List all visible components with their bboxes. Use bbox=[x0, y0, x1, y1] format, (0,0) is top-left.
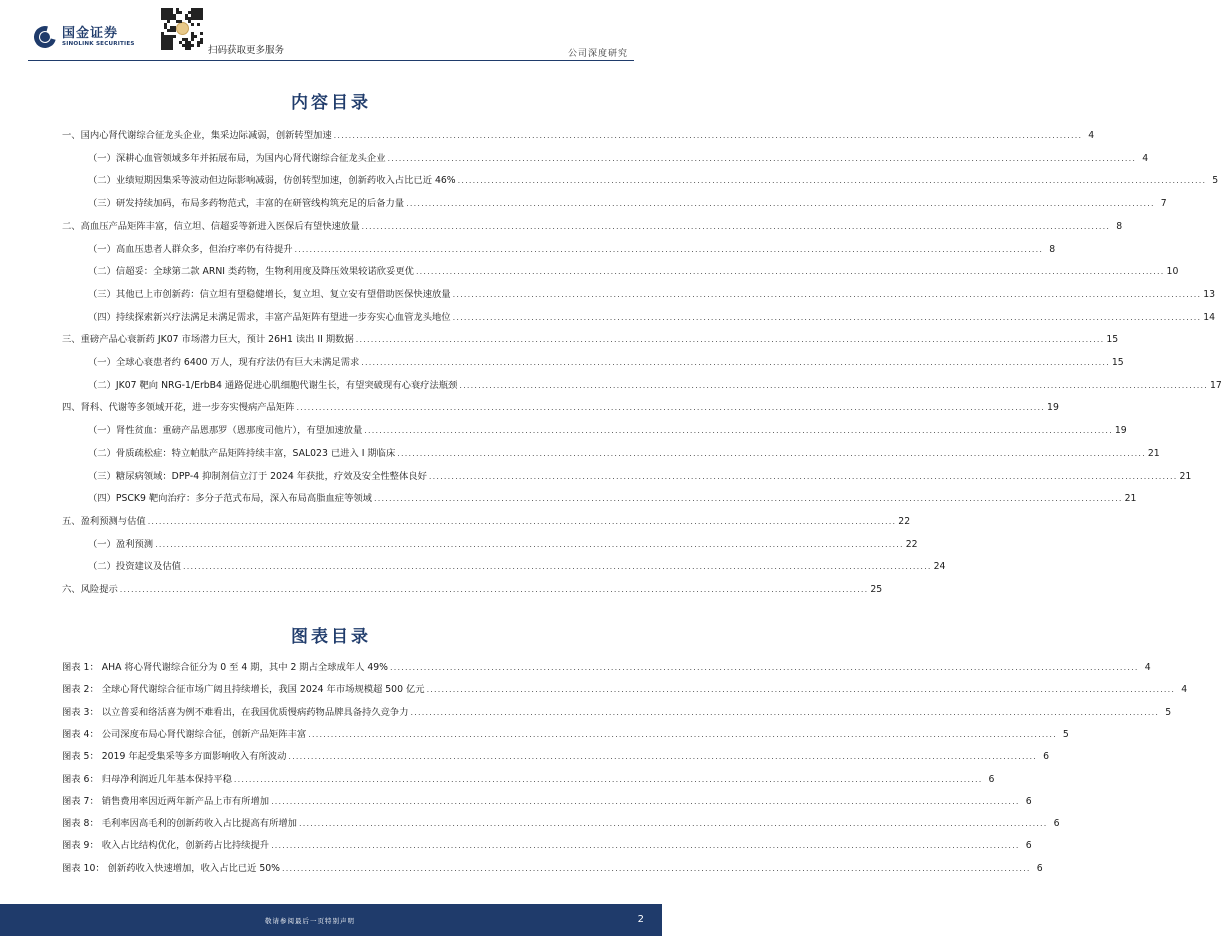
dot-leader: ........................................................................................................................................................................................................ bbox=[373, 494, 1123, 504]
contents-entry[interactable] bbox=[88, 491, 1137, 505]
figure-entry[interactable] bbox=[62, 861, 1043, 875]
entry-title: 图表 8： 毛利率因高毛利的创新药收入占比提高有所增加 bbox=[62, 818, 297, 830]
entry-page-number: 14 bbox=[1203, 311, 1216, 323]
contents-title: 内容目录 bbox=[291, 93, 371, 113]
contents-entry[interactable] bbox=[88, 196, 1167, 210]
entry-page-number: 6 bbox=[988, 773, 995, 785]
figure-entry[interactable] bbox=[62, 838, 1032, 852]
figure-entry[interactable] bbox=[62, 816, 1060, 830]
qr-caption: 扫码获取更多服务 bbox=[208, 45, 285, 56]
entry-title: 二、高血压产品矩阵丰富，信立坦、信超妥等新进入医保后有望快速放量 bbox=[62, 220, 360, 232]
dot-leader: ........................................................................................................................................................................................................ bbox=[288, 752, 1037, 762]
entry-page-number: 8 bbox=[1116, 220, 1123, 232]
qr-code-icon[interactable] bbox=[160, 6, 204, 52]
document-type: 公司深度研究 bbox=[567, 49, 628, 59]
contents-entry[interactable] bbox=[88, 242, 1056, 256]
entry-title: （四）持续探索新兴疗法满足未满足需求，丰富产品矩阵有望进一步夯实心血管龙头地位 bbox=[88, 311, 451, 323]
contents-entry[interactable] bbox=[62, 332, 1119, 346]
contents-entry[interactable] bbox=[88, 287, 1216, 301]
entry-page-number: 5 bbox=[1212, 175, 1219, 187]
entry-page-number: 19 bbox=[1047, 402, 1059, 414]
entry-title: 五、盈利预测与估值 bbox=[62, 515, 146, 527]
entry-title: 六、风险提示 bbox=[62, 584, 118, 595]
entry-page-number: 22 bbox=[898, 515, 911, 527]
contents-entry[interactable] bbox=[62, 128, 1095, 142]
header-divider bbox=[28, 60, 634, 61]
figure-entry[interactable] bbox=[62, 749, 1049, 763]
entry-title: 图表 10： 创新药收入快速增加，收入占比已近 50% bbox=[62, 862, 281, 874]
dot-leader: ........................................................................................................................................................................................................ bbox=[452, 312, 1202, 322]
entry-title: 图表 7： 销售费用率因近两年新产品上市有所增加 bbox=[62, 795, 270, 807]
entry-page-number: 15 bbox=[1106, 334, 1119, 346]
page-header bbox=[0, 0, 662, 62]
dot-leader: ........................................................................................................................................................................................................ bbox=[233, 774, 983, 784]
contents-entry[interactable] bbox=[88, 469, 1192, 483]
entry-title: （三）糖尿病领域：DPP-4 抑制剂信立汀于 2024 年获批，疗效及安全性整体良好 bbox=[88, 470, 427, 482]
entry-title: （二）投资建议及估值 bbox=[88, 561, 181, 573]
dot-leader: ........................................................................................................................................................................................................ bbox=[387, 153, 1137, 163]
entry-title: 图表 4： 公司深度布局心肾代谢综合征，创新产品矩阵丰富 bbox=[62, 728, 307, 740]
entry-page-number: 10 bbox=[1166, 266, 1179, 278]
entry-page-number: 4 bbox=[1088, 130, 1095, 141]
entry-page-number: 25 bbox=[870, 584, 883, 595]
entry-title: 图表 9： 收入占比结构优化，创新药占比持续提升 bbox=[62, 840, 270, 852]
entry-title: 四、肾科、代谢等多领域开花，进一步夯实慢病产品矩阵 bbox=[62, 402, 295, 414]
figures-title: 图表目录 bbox=[291, 627, 371, 647]
entry-title: （二）JK07 靶向 NRG-1/ErbB4 通路促进心肌细胞代谢生长，有望突破现有心衰疗法瓶颈 bbox=[88, 379, 458, 391]
entry-title: （四）PSCK9 靶向治疗：多分子范式布局，深入布局高脂血症等领域 bbox=[88, 493, 372, 505]
entry-title: （三）其他已上市创新药：信立坦有望稳健增长，复立坦、复立安有望借助医保快速放量 bbox=[88, 288, 451, 300]
entry-page-number: 6 bbox=[1053, 818, 1060, 830]
dot-leader: ........................................................................................................................................................................................................ bbox=[271, 841, 1020, 851]
dot-leader: ........................................................................................................................................................................................................ bbox=[459, 380, 1208, 390]
entry-page-number: 7 bbox=[1160, 198, 1167, 210]
entry-page-number: 6 bbox=[1025, 795, 1032, 807]
dot-leader: ........................................................................................................................................................................................................ bbox=[361, 358, 1110, 367]
entry-page-number: 22 bbox=[905, 538, 918, 550]
dot-leader: ........................................................................................................................................................................................................ bbox=[355, 335, 1105, 345]
contents-entry[interactable] bbox=[88, 173, 1219, 187]
entry-title: 图表 3： 以立普妥和络活喜为例不难看出，在我国优质慢病药物品牌具备持久竞争力 bbox=[62, 706, 409, 718]
contents-entry[interactable] bbox=[88, 423, 1127, 437]
entry-title: 三、重磅产品心衰新药 JK07 市场潜力巨大，预计 26H1 读出 II 期数据 bbox=[62, 334, 354, 346]
contents-entry[interactable] bbox=[62, 219, 1123, 233]
figure-entry[interactable] bbox=[62, 682, 1188, 696]
dot-leader: ........................................................................................................................................................................................................ bbox=[426, 685, 1176, 695]
dot-leader: ........................................................................................................................................................................................................ bbox=[390, 663, 1139, 672]
figure-entry[interactable] bbox=[62, 705, 1172, 719]
contents-entry[interactable] bbox=[88, 264, 1179, 278]
footer-notice[interactable]: 敬请参阅最后一页特别声明 bbox=[265, 917, 355, 925]
figure-entry[interactable] bbox=[62, 660, 1151, 674]
dot-leader: ........................................................................................................................................................................................................ bbox=[397, 448, 1146, 458]
contents-entry[interactable] bbox=[88, 151, 1149, 165]
contents-entry[interactable] bbox=[62, 400, 1059, 414]
dot-leader: ........................................................................................................................................................................................................ bbox=[410, 707, 1160, 717]
entry-page-number: 19 bbox=[1114, 425, 1127, 437]
figure-entry[interactable] bbox=[62, 794, 1032, 808]
entry-title: 图表 1： AHA 将心肾代谢综合征分为 0 至 4 期，其中 2 期占全球成年人 49% bbox=[62, 662, 389, 673]
entry-page-number: 21 bbox=[1124, 493, 1137, 505]
logo-mark-icon bbox=[34, 26, 56, 48]
dot-leader: ........................................................................................................................................................................................................ bbox=[155, 539, 904, 549]
entry-title: 图表 2： 全球心肾代谢综合征市场广阔且持续增长，我国 2024 年市场规模超 500 亿元 bbox=[62, 684, 425, 696]
dot-leader: ........................................................................................................................................................................................................ bbox=[294, 244, 1044, 254]
entry-page-number: 8 bbox=[1049, 243, 1056, 255]
dot-leader: ........................................................................................................................................................................................................ bbox=[308, 729, 1057, 739]
contents-entry[interactable] bbox=[88, 310, 1216, 324]
entry-title: （一）盈利预测 bbox=[88, 538, 154, 550]
contents-entry[interactable] bbox=[88, 378, 1222, 392]
contents-entry[interactable] bbox=[88, 537, 918, 551]
entry-page-number: 6 bbox=[1043, 751, 1049, 763]
logo-name-cn: 国金证券 bbox=[62, 25, 119, 41]
entry-page-number: 21 bbox=[1179, 470, 1192, 482]
contents-entry[interactable] bbox=[62, 582, 883, 596]
entry-page-number: 4 bbox=[1144, 662, 1151, 673]
entry-page-number: 17 bbox=[1209, 379, 1222, 391]
entry-title: （一）高血压患者人群众多，但治疗率仍有待提升 bbox=[88, 243, 293, 255]
logo-name-en: SINOLINK SECURITIES bbox=[62, 40, 135, 47]
dot-leader: ........................................................................................................................................................................................................ bbox=[182, 562, 932, 572]
dot-leader: ........................................................................................................................................................................................................ bbox=[282, 863, 1031, 873]
entry-title: （二）骨质疏松症：特立帕肽产品矩阵持续丰富，SAL023 已进入 I 期临床 bbox=[88, 447, 396, 459]
dot-leader: ........................................................................................................................................................................................................ bbox=[333, 131, 1083, 140]
dot-leader: ........................................................................................................................................................................................................ bbox=[296, 403, 1046, 413]
entry-page-number: 13 bbox=[1203, 288, 1216, 300]
entry-page-number: 4 bbox=[1142, 152, 1149, 164]
entry-title: （一）肾性贫血：重磅产品恩那罗（恩那度司他片），有望加速放量 bbox=[88, 425, 363, 437]
entry-title: （二）信超妥：全球第二款 ARNI 类药物，生物利用度及降压效果较诺欣妥更优 bbox=[88, 266, 414, 278]
dot-leader: ........................................................................................................................................................................................................ bbox=[457, 176, 1207, 186]
dot-leader: ........................................................................................................................................................................................................ bbox=[147, 516, 897, 526]
dot-leader: ........................................................................................................................................................................................................ bbox=[298, 819, 1048, 829]
entry-page-number: 21 bbox=[1147, 447, 1160, 459]
entry-page-number: 5 bbox=[1165, 706, 1172, 718]
page-number: 2 bbox=[637, 914, 644, 925]
figure-entry[interactable] bbox=[62, 772, 995, 786]
dot-leader: ........................................................................................................................................................................................................ bbox=[119, 585, 869, 594]
entry-title: 图表 6： 归母净利润近几年基本保持平稳 bbox=[62, 773, 232, 785]
contents-entry[interactable] bbox=[88, 559, 946, 573]
company-logo bbox=[34, 26, 135, 48]
entry-page-number: 6 bbox=[1036, 862, 1043, 874]
dot-leader: ........................................................................................................................................................................................................ bbox=[406, 199, 1155, 209]
entry-title: （一）深耕心血管领域多年并拓展布局，为国内心肾代谢综合征龙头企业 bbox=[88, 152, 386, 164]
dot-leader: ........................................................................................................................................................................................................ bbox=[415, 267, 1165, 277]
contents-entry[interactable] bbox=[88, 355, 1124, 369]
dot-leader: ........................................................................................................................................................................................................ bbox=[271, 796, 1020, 806]
entry-page-number: 15 bbox=[1111, 357, 1124, 368]
dot-leader: ........................................................................................................................................................................................................ bbox=[452, 289, 1202, 299]
contents-entry[interactable] bbox=[62, 514, 911, 528]
figure-entry[interactable] bbox=[62, 727, 1069, 741]
dot-leader: ........................................................................................................................................................................................................ bbox=[361, 221, 1111, 231]
entry-page-number: 24 bbox=[933, 561, 946, 573]
entry-page-number: 4 bbox=[1181, 684, 1188, 696]
entry-title: （二）业绩短期因集采等波动但边际影响减弱，仿创转型加速，创新药收入占比已近 46% bbox=[88, 175, 456, 187]
entry-title: 一、国内心肾代谢综合征龙头企业，集采边际减弱，创新转型加速 bbox=[62, 130, 332, 141]
contents-entry[interactable] bbox=[88, 446, 1160, 460]
dot-leader: ........................................................................................................................................................................................................ bbox=[364, 426, 1113, 436]
dot-leader: ........................................................................................................................................................................................................ bbox=[428, 471, 1178, 481]
entry-title: （三）研发持续加码，布局多药物范式，丰富的在研管线构筑充足的后备力量 bbox=[88, 198, 405, 210]
entry-page-number: 5 bbox=[1062, 728, 1069, 740]
entry-title: （一）全球心衰患者约 6400 万人，现有疗法仍有巨大未满足需求 bbox=[88, 357, 360, 368]
entry-page-number: 6 bbox=[1025, 840, 1032, 852]
entry-title: 图表 5： 2019 年起受集采等多方面影响收入有所波动 bbox=[62, 751, 287, 763]
